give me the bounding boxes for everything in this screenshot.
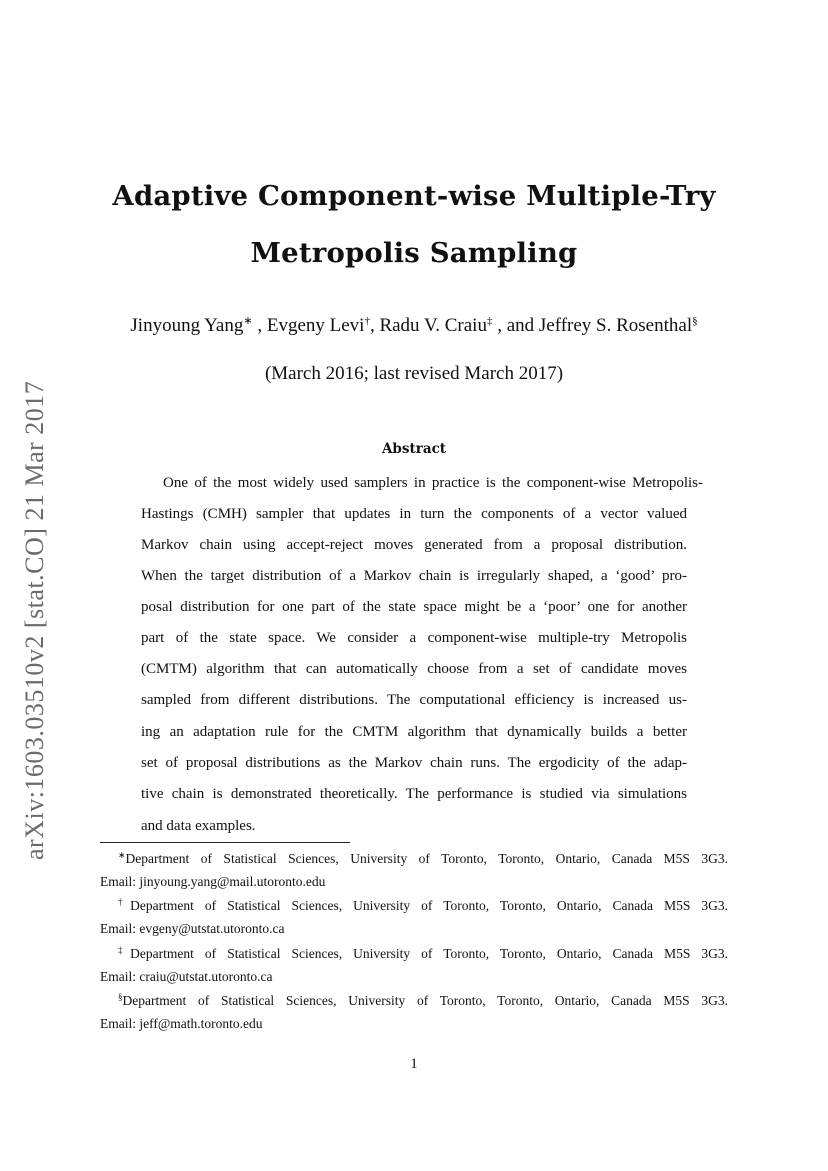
footnote-affiliation [118, 893, 728, 915]
footnote-mark: † [118, 897, 131, 907]
author-name: Jeffrey S. Rosenthal [538, 315, 693, 336]
paper-title-line-2: Metropolis Sampling [250, 237, 578, 269]
abstract-line: Hastings (CMH) sampler that updates in turn the components of a vector valued [141, 506, 687, 522]
abstract-line: posal distribution for one part of the state space might be a ‘poor’ one for another [141, 599, 687, 615]
author-name: Evgeny Levi [266, 315, 365, 336]
author-footnote-mark: ∗ [243, 315, 253, 327]
abstract-line: tive chain is demonstrated theoretically. The performance is studied via simulations [141, 786, 687, 802]
author-footnote-mark: † [364, 315, 370, 327]
footnote-dept-text: Department of Statistical Sciences, University of Toronto, Toronto, Ontario, Canada M5S 3G3. [122, 993, 728, 1008]
abstract-line: One of the most widely used samplers in practice is the component-wise Metropolis- [163, 475, 703, 491]
footnote-dept-text: Department of Statistical Sciences, University of Toronto, Toronto, Ontario, Canada M5S 3G3. [130, 946, 728, 961]
abstract-line: part of the state space. We consider a component-wise multiple-try Metropolis [141, 630, 687, 646]
footnote-mark: ‡ [118, 945, 131, 955]
abstract-line: and data examples. [141, 818, 256, 834]
author-footnote-mark: § [692, 315, 698, 327]
author-separator: , and [492, 315, 539, 336]
footnote-mark: ∗ [118, 850, 126, 860]
footnote-dept-text: Department of Statistical Sciences, University of Toronto, Toronto, Ontario, Canada M5S 3G3. [130, 898, 728, 913]
abstract-line: When the target distribution of a Markov chain is irregularly shaped, a ‘good’ pro- [141, 568, 687, 584]
author-name: Radu V. Craiu [379, 315, 487, 336]
author-name: Jinyoung Yang [130, 315, 244, 336]
abstract-line: Markov chain using accept-reject moves generated from a proposal distribution. [141, 537, 687, 553]
paper-title-line-1: Adaptive Component-wise Multiple-Try [112, 180, 716, 212]
author-list [0, 314, 828, 337]
paper-date: (March 2016; last revised March 2017) [264, 363, 564, 384]
abstract-line: ing an adaptation rule for the CMTM algorithm that dynamically builds a better [141, 724, 687, 740]
footnote-affiliation [118, 988, 728, 1010]
footnote-email: Email: evgeny@utstat.utoronto.ca [100, 921, 285, 936]
abstract-line: (CMTM) algorithm that can automatically choose from a set of candidate moves [141, 661, 687, 677]
author-separator: , [369, 315, 380, 336]
footnote-email: Email: jinyoung.yang@mail.utoronto.edu [100, 874, 326, 889]
footnote-divider [100, 842, 350, 843]
author-separator: , [252, 315, 267, 336]
arxiv-identifier-stamp: arXiv:1603.03510v2 [stat.CO] 21 Mar 2017 [20, 380, 49, 860]
footnote-email: Email: craiu@utstat.utoronto.ca [100, 969, 273, 984]
abstract-line: sampled from different distributions. The computational efficiency is increased us- [141, 692, 687, 708]
footnote-email: Email: jeff@math.toronto.edu [100, 1016, 263, 1031]
footnote-affiliation [118, 846, 728, 868]
author-footnote-mark: ‡ [486, 315, 493, 327]
page-number: 1 [410, 1056, 418, 1072]
abstract-line: set of proposal distributions as the Markov chain runs. The ergodicity of the adap- [141, 755, 687, 771]
footnote-mark: § [118, 992, 123, 1002]
footnote-affiliation [118, 941, 728, 963]
abstract-heading: Abstract [381, 441, 447, 457]
footnote-dept-text: Department of Statistical Sciences, University of Toronto, Toronto, Ontario, Canada M5S 3G3. [125, 851, 728, 866]
